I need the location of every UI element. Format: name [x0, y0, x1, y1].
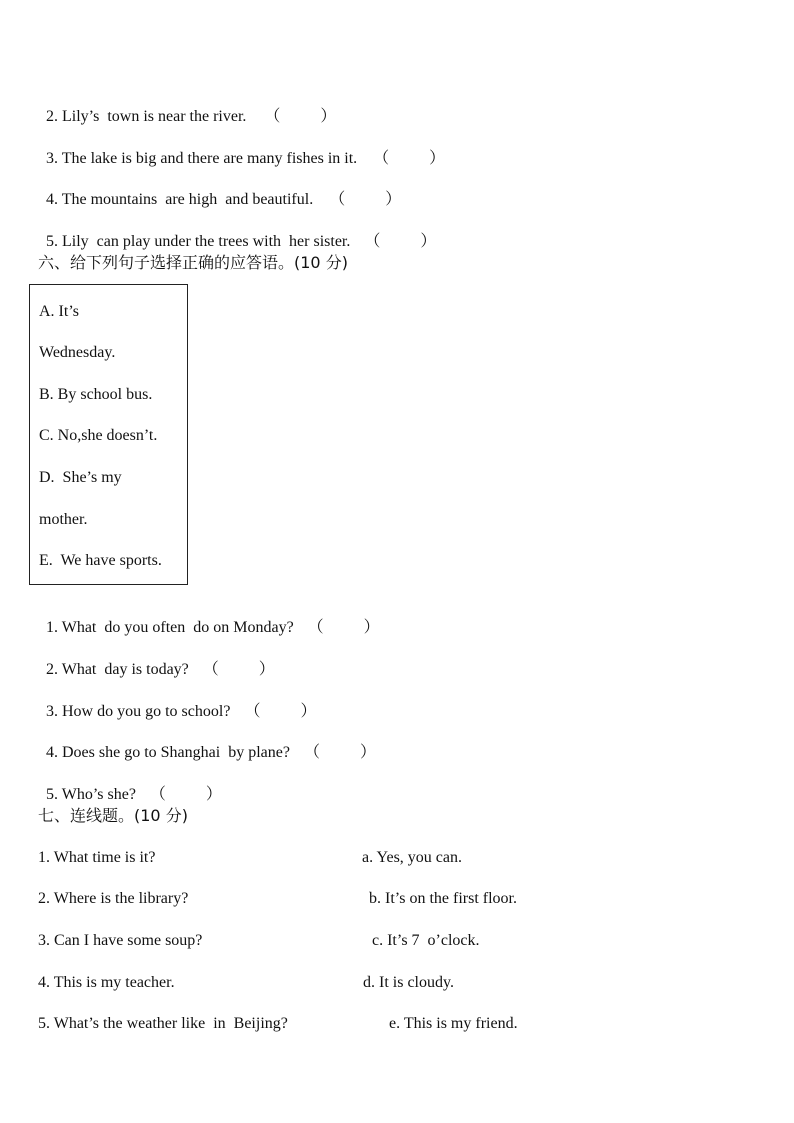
- answer-blank[interactable]: （ ）: [373, 150, 446, 167]
- answer-blank[interactable]: （ ）: [364, 233, 437, 250]
- answer-blank[interactable]: （ ）: [264, 108, 337, 125]
- question-text: 3. The lake is big and there are many fishes in it.: [46, 150, 358, 167]
- question-item: [38, 640, 275, 680]
- match-left-item: 2. Where is the library?: [38, 890, 189, 907]
- question-text: 2. What day is today?: [46, 661, 189, 678]
- option-line: E. We have sports.: [39, 552, 162, 569]
- answer-blank[interactable]: （ ）: [329, 191, 402, 208]
- match-right-item: e. This is my friend.: [389, 1015, 518, 1032]
- question-item: [38, 129, 445, 169]
- answer-blank[interactable]: （ ）: [307, 619, 380, 636]
- question-item: [38, 170, 401, 210]
- match-left-item: 3. Can I have some soup?: [38, 932, 203, 949]
- question-item: [38, 765, 222, 805]
- question-text: 3. How do you go to school?: [46, 703, 231, 720]
- answer-blank[interactable]: （ ）: [202, 661, 275, 678]
- question-text: 4. The mountains are high and beautiful.: [46, 191, 314, 208]
- question-text: 4. Does she go to Shanghai by plane?: [46, 744, 290, 761]
- answer-blank[interactable]: （ ）: [149, 786, 222, 803]
- match-right-item: d. It is cloudy.: [363, 974, 454, 991]
- option-line: A. It’s: [39, 303, 79, 320]
- answer-blank[interactable]: （ ）: [303, 744, 376, 761]
- question-item: [38, 212, 436, 252]
- match-right-item: b. It’s on the first floor.: [369, 890, 517, 907]
- match-right-item: a. Yes, you can.: [362, 849, 462, 866]
- match-right-item: c. It’s 7 o’clock.: [372, 932, 480, 949]
- option-line: mother.: [39, 511, 88, 528]
- match-left-item: 4. This is my teacher.: [38, 974, 175, 991]
- match-left-item: 5. What’s the weather like in Beijing?: [38, 1015, 288, 1032]
- question-text: 2. Lily’s town is near the river.: [46, 108, 247, 125]
- options-box: [29, 284, 188, 585]
- question-text: 5. Who’s she?: [46, 786, 136, 803]
- question-text: 1. What do you often do on Monday?: [46, 619, 294, 636]
- option-line: C. No,she doesn’t.: [39, 427, 158, 444]
- section-heading: 七、连线题。(10 分): [38, 806, 188, 825]
- question-item: [38, 723, 376, 763]
- option-line: B. By school bus.: [39, 386, 153, 403]
- match-left-item: 1. What time is it?: [38, 849, 156, 866]
- section-heading: 六、给下列句子选择正确的应答语。(10 分): [38, 253, 348, 272]
- option-line: Wednesday.: [39, 344, 116, 361]
- question-item: [38, 682, 316, 722]
- question-text: 5. Lily can play under the trees with her sister.: [46, 233, 351, 250]
- option-line: D. She’s my: [39, 469, 122, 486]
- question-item: [38, 598, 380, 638]
- question-item: [38, 87, 336, 127]
- answer-blank[interactable]: （ ）: [244, 703, 317, 720]
